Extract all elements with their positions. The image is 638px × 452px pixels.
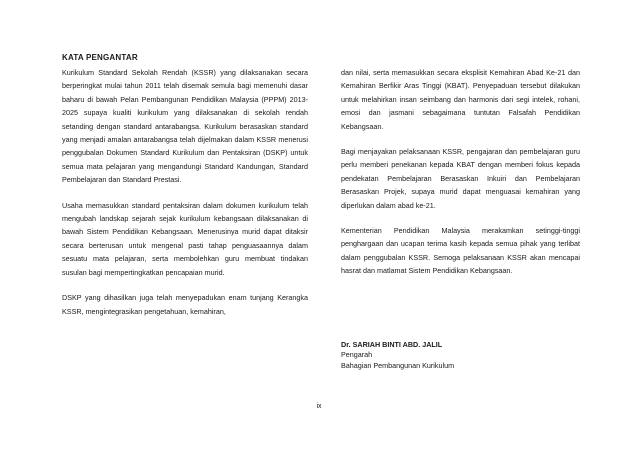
signature-block	[341, 340, 454, 371]
paragraph: dan nilai, serta memasukkan secara eksplisit Kemahiran Abad Ke-21 dan Kemahiran Berfikir Aras Tinggi (KBAT). Penyepaduan tersebut dilakukan untuk melahirkan insan seimbang dan harmonis dari segi intelek, rohani, emosi dan jasmani sebagaimana tuntutan Falsafah Pendidikan Kebangsaan.	[341, 68, 580, 131]
paragraph: DSKP yang dihasilkan juga telah menyepadukan enam tunjang Kerangka KSSR, mengintegrasikan pengetahuan, kemahiran,	[62, 293, 308, 316]
signatory-title: Pengarah	[341, 350, 373, 360]
page-heading: KATA PENGANTAR	[62, 53, 138, 62]
left-column	[62, 66, 308, 330]
page-number: ix	[316, 403, 322, 410]
paragraph: Bagi menjayakan pelaksanaan KSSR, pengajaran dan pembelajaran guru perlu memberi penekanan kepada KBAT dengan memberi fokus kepada pendekatan Pembelajaran Berasaskan Inkuiri dan Pembelajaran Berasaskan Projek, supaya murid dapat menguasai kemahiran yang diperlukan dalam abad ke-21.	[341, 147, 580, 210]
right-column	[341, 66, 580, 290]
signatory-name: Dr. SARIAH BINTI ABD. JALIL	[341, 340, 443, 349]
paragraph: Usaha memasukkan standard pentaksiran dalam dokumen kurikulum telah mengubah landskap sejarah sejak kurikulum kebangsaan dilaksanakan di bawah Sistem Pendidikan Kebangsaan. Menerusinya murid dapat ditaksir secara berterusan untuk mengenal pasti tahap penguasaannya dalam sesuatu mata pelajaran, serta membolehkan guru membuat tindakan susulan bagi mempertingkatkan pencapaian murid.	[62, 200, 308, 277]
paragraph: Kurikulum Standard Sekolah Rendah (KSSR) yang dilaksanakan secara berperingkat mulai tahun 2011 telah disemak semula bagi memenuhi dasar baharu di bawah Pelan Pembangunan Pendidikan Malaysia (PPPM) 2013-2025 supaya kualiti kurikulum yang dilaksanakan di sekolah rendah setanding dengan standard antarabangsa. Kurikulum berasaskan standard yang menjadi amalan antarabangsa telah dijelmakan dalam KSSR menerusi penggubalan Dokumen Standard Kurikulum dan Pentaksiran (DSKP) untuk semua mata pelajaran yang mengandungi Standard Kandungan, Standard Pembelajaran dan Standard Prestasi.	[62, 68, 308, 185]
paragraph: Kementerian Pendidikan Malaysia merakamkan setinggi-tinggi penghargaan dan ucapan terima kasih kepada semua pihak yang terlibat dalam penggubalan KSSR. Semoga pelaksanaan KSSR akan mencapai hasrat dan matlamat Sistem Pendidikan Kebangsaan.	[341, 226, 580, 276]
signatory-department: Bahagian Pembangunan Kurikulum	[341, 360, 455, 370]
